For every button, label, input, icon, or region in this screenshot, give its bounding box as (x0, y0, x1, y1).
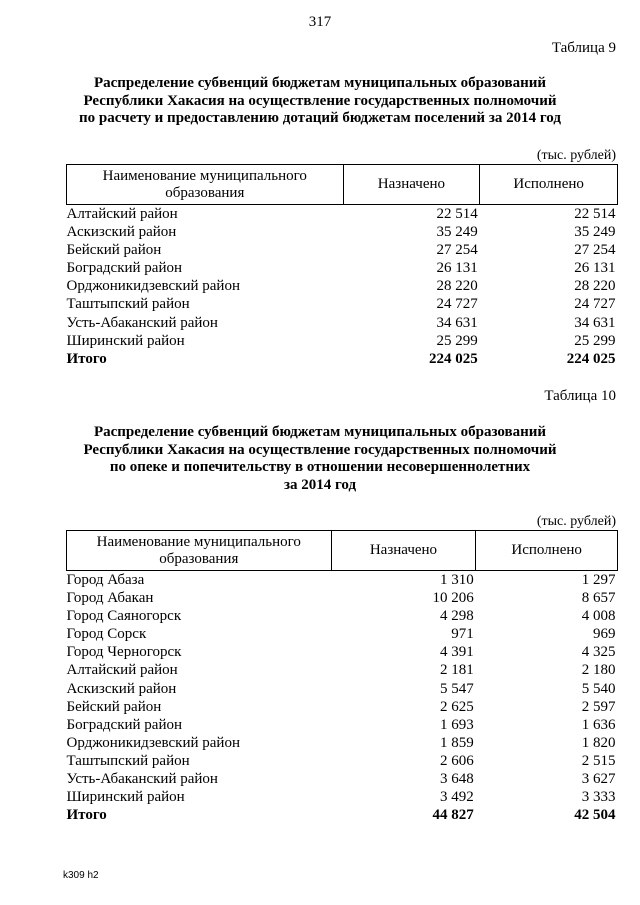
table-9-title (40, 75, 600, 128)
table-10-title-line: Распределение субвенций бюджетам муниципальных образований (93, 424, 547, 440)
table-10 (66, 530, 618, 824)
cell-executed: 28 220 (574, 278, 616, 295)
cell-name: Город Черногорск (66, 644, 182, 661)
table-row (67, 241, 618, 259)
table-row (67, 788, 618, 806)
cell-assigned: 1 859 (440, 734, 474, 751)
cell-assigned: 3 648 (440, 771, 474, 788)
cell-name: Город Абаза (66, 572, 145, 588)
table-row (67, 589, 618, 607)
table-9-title-line: по расчету и предоставлению дотаций бюджетам поселений за 2014 год (79, 110, 561, 126)
cell-name: Алтайский район (66, 662, 178, 679)
header-executed: Исполнено (480, 165, 618, 205)
cell-assigned: 24 727 (436, 296, 478, 313)
cell-assigned: 2 181 (440, 662, 474, 679)
table-row (67, 571, 618, 590)
table-10-title-line: Республики Хакасия на осуществление государственных полномочий (83, 441, 557, 458)
cell-assigned: 4 298 (440, 608, 474, 625)
cell-assigned: 3 492 (440, 789, 474, 806)
table-row (67, 734, 618, 752)
table-row (67, 259, 618, 277)
total-row (67, 350, 618, 368)
cell-executed: 24 727 (574, 296, 616, 313)
table-10-title-line: по опеке и попечительству в отношении несовершеннолетних (109, 459, 531, 475)
cell-executed: 42 504 (574, 807, 616, 824)
cell-executed: 224 025 (566, 350, 616, 367)
cell-name: Город Абакан (66, 590, 154, 607)
cell-assigned: 2 625 (440, 698, 474, 715)
cell-assigned: 1 310 (440, 572, 474, 588)
cell-name: Таштыпский район (66, 752, 190, 769)
cell-name: Таштыпский район (66, 296, 190, 313)
cell-executed: 25 299 (574, 332, 616, 349)
table-row (67, 643, 618, 661)
cell-name: Итого (66, 807, 107, 824)
cell-name: Аскизский район (66, 224, 177, 241)
table-row (67, 661, 618, 679)
cell-assigned: 44 827 (432, 807, 474, 824)
cell-assigned: 2 606 (440, 752, 474, 769)
cell-name: Город Сорск (66, 626, 147, 643)
table-row (67, 607, 618, 625)
cell-assigned: 4 391 (440, 644, 474, 661)
total-row (67, 806, 618, 824)
table-row (67, 205, 618, 224)
cell-assigned: 26 131 (436, 260, 478, 277)
cell-name: Усть-Абаканский район (66, 314, 218, 331)
cell-executed: 5 540 (581, 680, 616, 697)
cell-assigned: 971 (451, 626, 474, 643)
cell-assigned: 5 547 (440, 680, 474, 697)
cell-name: Боградский район (66, 716, 183, 733)
cell-executed: 4 325 (581, 644, 616, 661)
cell-name: Город Саяногорск (66, 608, 182, 625)
cell-name: Ширинский район (66, 789, 185, 806)
table-9-label: Таблица 9 (551, 40, 616, 56)
table-row (67, 752, 618, 770)
cell-executed: 35 249 (574, 224, 616, 241)
cell-executed: 2 515 (581, 752, 616, 769)
table-9 (66, 164, 618, 368)
table-9-title-line: Распределение субвенций бюджетам муниципальных образований (93, 75, 547, 91)
cell-name: Алтайский район (66, 206, 178, 222)
table-row (67, 332, 618, 350)
cell-name: Боградский район (66, 260, 183, 277)
page-number: 317 (308, 14, 332, 30)
table-row (67, 314, 618, 332)
cell-assigned: 224 025 (429, 350, 478, 367)
table-row (67, 770, 618, 788)
cell-executed: 22 514 (574, 206, 616, 222)
cell-executed: 1 636 (581, 716, 616, 733)
table-10-unit: (тыс. рублей) (536, 514, 616, 529)
cell-executed: 4 008 (581, 608, 616, 625)
cell-assigned: 22 514 (436, 206, 478, 222)
header-assigned: Назначено (331, 531, 476, 571)
cell-assigned: 27 254 (436, 242, 478, 259)
cell-executed: 1 297 (581, 572, 616, 588)
cell-name: Бейский район (66, 698, 162, 715)
table-row (67, 277, 618, 295)
table-10-title-line: за 2014 год (283, 476, 357, 493)
cell-executed: 8 657 (581, 590, 616, 607)
header-name: Наименование муниципального образования (67, 165, 344, 205)
table-row (67, 295, 618, 313)
table-row (67, 625, 618, 643)
cell-executed: 1 820 (581, 734, 616, 751)
header-name: Наименование муниципального образования (67, 531, 332, 571)
cell-name: Ширинский район (66, 332, 185, 349)
cell-executed: 26 131 (574, 260, 616, 277)
table-9-title-line: Республики Хакасия на осуществление государственных полномочий (83, 92, 557, 109)
cell-assigned: 34 631 (436, 314, 478, 331)
cell-executed: 27 254 (574, 242, 616, 259)
cell-name: Орджоникидзевский район (66, 278, 240, 295)
cell-name: Аскизский район (66, 680, 177, 697)
table-10-title (40, 424, 600, 494)
table-row (67, 716, 618, 734)
cell-executed: 2 180 (581, 662, 616, 679)
cell-assigned: 1 693 (440, 716, 474, 733)
cell-name: Усть-Абаканский район (66, 771, 218, 788)
table-row (67, 680, 618, 698)
footer-code: k309 h2 (63, 870, 99, 881)
cell-assigned: 35 249 (436, 224, 478, 241)
table-row (67, 223, 618, 241)
cell-executed: 2 597 (581, 698, 616, 715)
table-10-label: Таблица 10 (544, 388, 616, 404)
cell-executed: 34 631 (574, 314, 616, 331)
header-assigned: Назначено (343, 165, 480, 205)
cell-executed: 3 627 (581, 771, 616, 788)
cell-name: Бейский район (66, 242, 162, 259)
cell-assigned: 10 206 (432, 590, 474, 607)
cell-name: Орджоникидзевский район (66, 734, 240, 751)
cell-executed: 969 (593, 626, 616, 643)
cell-assigned: 25 299 (436, 332, 478, 349)
cell-name: Итого (66, 350, 107, 367)
table-9-unit: (тыс. рублей) (536, 148, 616, 163)
cell-assigned: 28 220 (436, 278, 478, 295)
header-executed: Исполнено (476, 531, 618, 571)
table-row (67, 698, 618, 716)
cell-executed: 3 333 (581, 789, 616, 806)
